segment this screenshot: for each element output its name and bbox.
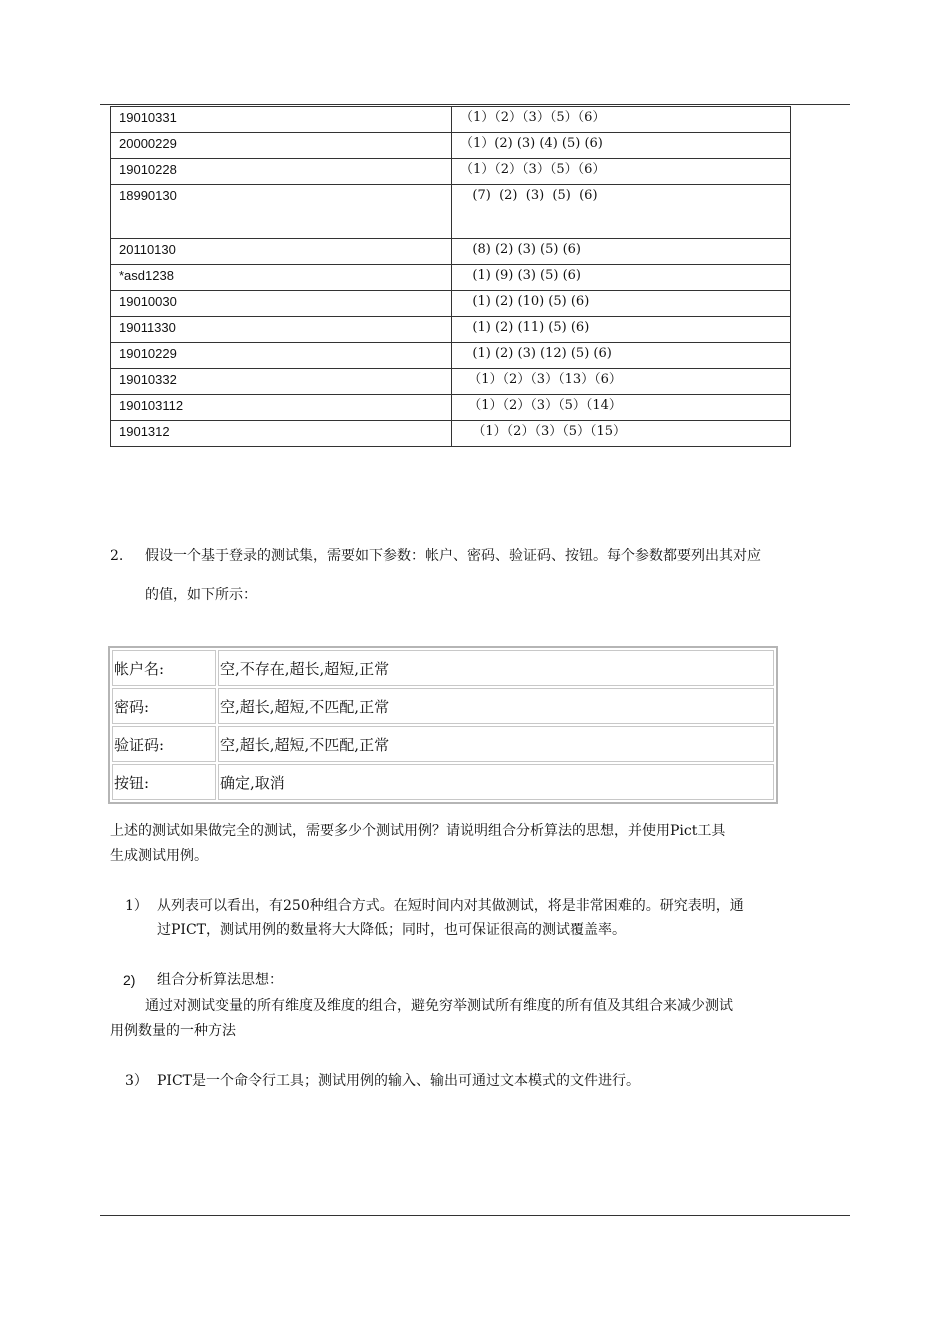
case-input: 19010228 <box>111 159 452 185</box>
answer-2-number: 2) <box>123 972 136 988</box>
param-name: 按钮: <box>112 764 216 800</box>
table-row <box>111 395 791 421</box>
case-input: *asd1238 <box>111 265 452 291</box>
case-input: 1901312 <box>111 421 452 447</box>
table-row <box>112 688 774 724</box>
case-output: (1) (9) (3) (5) (6) <box>452 265 791 291</box>
case-input: 20110130 <box>111 239 452 265</box>
case-output: (1) (2) (3) (12) (5) (6) <box>452 343 791 369</box>
table-row <box>111 185 791 239</box>
case-input: 19010331 <box>111 107 452 133</box>
case-output: （1）（2）（3）（5）（14） <box>452 395 791 421</box>
param-name: 密码: <box>112 688 216 724</box>
case-input: 19010332 <box>111 369 452 395</box>
case-output: (8) (2) (3) (5) (6) <box>452 239 791 265</box>
question-text-line2: 的值，如下所示： <box>145 587 257 603</box>
case-input: 19011330 <box>111 317 452 343</box>
table-row <box>112 764 774 800</box>
question-line1: 上述的测试如果做完全的测试，需要多少个测试用例？请说明组合分析算法的思想，并使用Pict工具 <box>110 823 726 839</box>
answer-1-line1: 从列表可以看出，有250种组合方式。在短时间内对其做测试，将是非常困难的。研究表明，通 <box>157 898 744 914</box>
param-values: 确定,取消 <box>218 764 774 800</box>
answer-1-line2: 过PICT，测试用例的数量将大大降低；同时，也可保证很高的测试覆盖率。 <box>157 922 626 938</box>
case-input: 18990130 <box>111 185 452 239</box>
table-row <box>111 343 791 369</box>
answer-3-number: 3） <box>125 1073 148 1089</box>
answer-3-text: PICT是一个命令行工具；测试用例的输入、输出可通过文本模式的文件进行。 <box>157 1073 640 1089</box>
param-name: 帐户名: <box>112 650 216 686</box>
case-output: （1）（2）（3）（5）（15） <box>452 421 791 447</box>
param-values: 空,超长,超短,不匹配,正常 <box>218 726 774 762</box>
case-output: (7) (2) (3) (5) (6) <box>452 185 791 239</box>
question-line2: 生成测试用例。 <box>110 848 208 864</box>
case-input: 19010030 <box>111 291 452 317</box>
header-rule <box>100 104 850 105</box>
case-output: (1) (2) (10) (5) (6) <box>452 291 791 317</box>
table-row <box>112 726 774 762</box>
footer-rule <box>100 1215 850 1216</box>
answer-1-number: 1） <box>125 898 148 914</box>
param-values: 空,不存在,超长,超短,正常 <box>218 650 774 686</box>
answer-2-line2: 用例数量的一种方法 <box>110 1023 236 1039</box>
answer-2-title: 组合分析算法思想： <box>157 972 283 988</box>
table-row <box>111 159 791 185</box>
table-row <box>111 107 791 133</box>
table-row <box>111 265 791 291</box>
table-row <box>112 650 774 686</box>
case-input: 20000229 <box>111 133 452 159</box>
table-row <box>111 421 791 447</box>
question-number: 2. <box>110 548 124 564</box>
case-input: 19010229 <box>111 343 452 369</box>
table-row <box>111 317 791 343</box>
table-row <box>111 369 791 395</box>
param-name: 验证码: <box>112 726 216 762</box>
case-output: （1）（2）（3）（5）（6） <box>452 159 791 185</box>
table-row <box>111 291 791 317</box>
question-text-line1: 假设一个基于登录的测试集，需要如下参数：帐户、密码、验证码、按钮。每个参数都要列出其对应 <box>145 548 761 564</box>
case-output: （1）（2）（3）（13）（6） <box>452 369 791 395</box>
param-values: 空,超长,超短,不匹配,正常 <box>218 688 774 724</box>
case-output: (1) (2) (11) (5) (6) <box>452 317 791 343</box>
case-output: （1）（2）（3）（5）（6） <box>452 107 791 133</box>
case-input: 190103112 <box>111 395 452 421</box>
answer-2-line1: 通过对测试变量的所有维度及维度的组合，避免穷举测试所有维度的所有值及其组合来减少测试 <box>145 998 733 1014</box>
case-output: （1）(2) (3) (4) (5) (6) <box>452 133 791 159</box>
table-row <box>111 239 791 265</box>
test-case-table <box>110 106 791 447</box>
table-row <box>111 133 791 159</box>
parameter-table <box>108 646 778 804</box>
